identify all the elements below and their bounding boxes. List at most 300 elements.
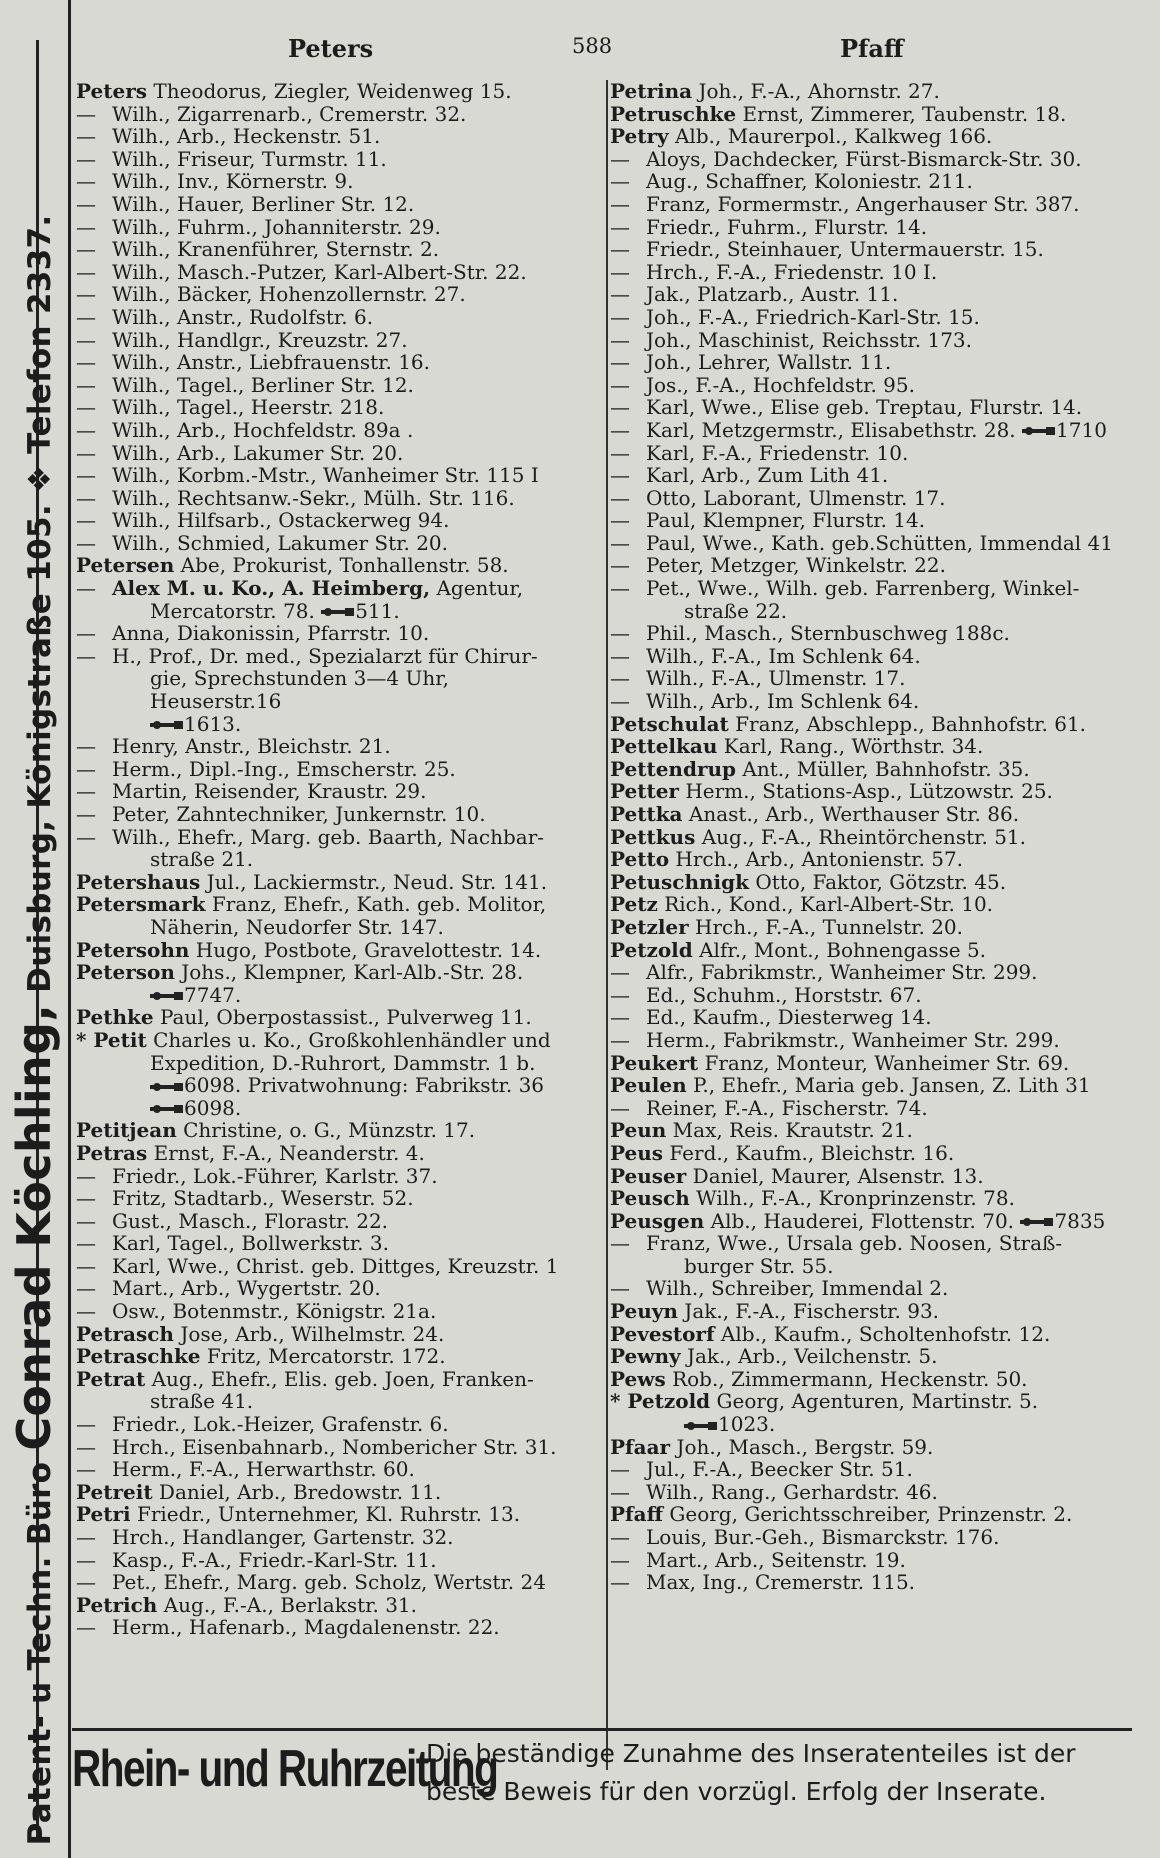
repeat-dash xyxy=(76,509,112,532)
repeat-dash xyxy=(76,283,112,306)
entry-text: Hugo, Postbote, Gravelottestr. 14. xyxy=(195,937,542,962)
page-number: 588 xyxy=(572,34,613,58)
directory-entry xyxy=(76,1594,582,1617)
entry-text: Wilh., Schreiber, Immendal 2. xyxy=(646,1276,949,1301)
directory-entry xyxy=(610,170,1130,193)
repeat-dash xyxy=(610,1481,646,1504)
entry-phone: 1710 xyxy=(1056,417,1107,442)
entry-text: Hrch., Eisenbahnarb., Nombericher Str. 31. xyxy=(112,1434,557,1459)
directory-entry xyxy=(610,577,1130,622)
telephone-icon xyxy=(321,606,355,618)
entry-text: Karl, Tagel., Bollwerkstr. 3. xyxy=(112,1231,389,1256)
directory-entry xyxy=(76,396,582,419)
repeat-dash xyxy=(610,1277,646,1300)
entry-text: Aug., F.-A., Rheintörchenstr. 51. xyxy=(701,824,1027,849)
side-banner xyxy=(0,0,71,1858)
repeat-dash xyxy=(76,464,112,487)
entry-text: Wilh., Hilfsarb., Ostackerweg 94. xyxy=(112,508,450,533)
repeat-dash xyxy=(76,826,112,849)
directory-entry xyxy=(76,238,582,261)
entry-surname: Petitjean xyxy=(76,1118,177,1143)
entry-surname: Pfaff xyxy=(610,1502,664,1527)
entry-surname: Petry xyxy=(610,124,669,149)
entry-text: Franz, Ehefr., Kath. geb. Molitor, xyxy=(211,892,547,917)
entry-text: Wilh., Arb., Lakumer Str. 20. xyxy=(112,440,404,465)
side-banner-text xyxy=(7,215,61,1846)
repeat-dash xyxy=(76,487,112,510)
directory-entry xyxy=(76,1323,582,1346)
directory-entry xyxy=(76,893,582,938)
header-right-word: Pfaff xyxy=(840,34,904,63)
directory-entry xyxy=(610,622,1130,645)
entry-text: Wilh., Rang., Gerhardstr. 46. xyxy=(646,1479,938,1504)
entry-text: Alfr., Fabrikmstr., Wanheimer Str. 299. xyxy=(646,960,1038,985)
entry-text: Karl, Wwe., Elise geb. Treptau, Flurstr. 14. xyxy=(646,395,1083,420)
directory-entry xyxy=(76,487,582,510)
entry-text: Daniel, Arb., Bredowstr. 11. xyxy=(158,1479,442,1504)
entry-text: Pet., Wwe., Wilh. geb. Farrenberg, Winkel- xyxy=(646,576,1080,601)
entry-text: Wilh., Friseur, Turmstr. 11. xyxy=(112,146,387,171)
directory-entry xyxy=(610,442,1130,465)
repeat-dash xyxy=(76,1165,112,1188)
entry-continuation-text: Expedition, D.-Ruhrort, Dammstr. 1 b. xyxy=(150,1050,536,1075)
entry-continuation xyxy=(76,848,582,871)
entry-surname: Peusch xyxy=(610,1186,690,1211)
entry-surname: Peukert xyxy=(610,1050,699,1075)
directory-entry xyxy=(76,577,582,622)
entry-text: Joh., F.-A., Ahornstr. 27. xyxy=(698,79,940,103)
entry-surname: Peus xyxy=(610,1140,664,1165)
repeat-dash xyxy=(76,1616,112,1639)
entry-text: Rob., Zimmermann, Heckenstr. 50. xyxy=(672,1366,1028,1391)
entry-text: Karl, Metzgermstr., Elisabethstr. 28. xyxy=(646,417,1016,442)
entry-surname: Peterson xyxy=(76,960,175,985)
repeat-dash xyxy=(76,193,112,216)
directory-entry xyxy=(76,871,582,894)
directory-entry xyxy=(76,283,582,306)
entry-surname: Peusgen xyxy=(610,1208,705,1233)
directory-entry xyxy=(610,238,1130,261)
entry-text: Herm., Fabrikmstr., Wanheimer Str. 299. xyxy=(646,1027,1060,1052)
directory-entry xyxy=(610,1526,1130,1549)
repeat-dash xyxy=(610,690,646,713)
directory-entry xyxy=(610,487,1130,510)
entry-text: Jul., F.-A., Beecker Str. 51. xyxy=(646,1457,913,1482)
entry-continuation-text: Mercatorstr. 78. xyxy=(150,598,315,623)
repeat-dash xyxy=(610,283,646,306)
entry-continuation xyxy=(610,1255,1130,1278)
directory-entry xyxy=(610,984,1130,1007)
directory-entry xyxy=(610,1119,1130,1142)
directory-entry xyxy=(76,103,582,126)
entry-phone: 1613. xyxy=(184,711,242,736)
entry-text: Agentur, xyxy=(436,576,524,601)
entry-phone-line xyxy=(610,1413,1130,1436)
entry-text: Alb., Hauderei, Flottenstr. 70. xyxy=(710,1208,1015,1233)
entry-text: Jak., F.-A., Fischerstr. 93. xyxy=(684,1299,940,1324)
directory-entry xyxy=(610,80,1130,103)
directory-entry xyxy=(610,1323,1130,1346)
entry-text: Wilh., Tagel., Heerstr. 218. xyxy=(112,395,385,420)
entry-text: Wilh., Bäcker, Hohenzollernstr. 27. xyxy=(112,282,466,307)
entry-surname: Peters xyxy=(76,79,147,103)
directory-entry xyxy=(76,1006,582,1029)
entry-continuation-text: gie, Sprechstunden 3—4 Uhr, Heuserstr.16 xyxy=(150,666,449,714)
directory-entry xyxy=(610,939,1130,962)
entry-text: Max, Ing., Cremerstr. 115. xyxy=(646,1570,916,1595)
directory-entry xyxy=(610,735,1130,758)
entry-text: Martin, Reisender, Kraustr. 29. xyxy=(112,779,427,804)
entry-surname: * Petzold xyxy=(610,1389,711,1414)
entry-text: Wilh., Korbm.-Mstr., Wanheimer Str. 115 I xyxy=(112,463,539,488)
entry-text: Joh., Lehrer, Wallstr. 11. xyxy=(646,350,892,375)
directory-entry xyxy=(76,261,582,284)
directory-entry xyxy=(610,961,1130,984)
directory-entry xyxy=(76,329,582,352)
entry-text: Herm., F.-A., Herwarthstr. 60. xyxy=(112,1457,415,1482)
repeat-dash xyxy=(610,1232,646,1255)
entry-text: Wilh., Masch.-Putzer, Karl-Albert-Str. 22. xyxy=(112,259,527,284)
directory-entry xyxy=(610,893,1130,916)
directory-entry xyxy=(76,1165,582,1188)
entry-text: Paul, Wwe., Kath. geb.Schütten, Immendal 41 xyxy=(646,530,1114,555)
directory-entry xyxy=(76,1503,582,1526)
repeat-dash xyxy=(76,442,112,465)
entry-surname: Petzler xyxy=(610,914,689,939)
entry-text: Wilh., F.-A., Im Schlenk 64. xyxy=(646,643,921,668)
repeat-dash xyxy=(610,1458,646,1481)
entry-phone-line xyxy=(76,1074,582,1097)
entry-text: Alb., Maurerpol., Kalkweg 166. xyxy=(674,124,993,149)
entry-text: Hrch., Handlanger, Gartenstr. 32. xyxy=(112,1525,454,1549)
entry-surname: Pfaar xyxy=(610,1434,671,1459)
entry-text: Peter, Metzger, Winkelstr. 22. xyxy=(646,553,946,578)
repeat-dash xyxy=(76,261,112,284)
repeat-dash xyxy=(610,1571,646,1594)
repeat-dash xyxy=(610,509,646,532)
entry-text: Karl, F.-A., Friedenstr. 10. xyxy=(646,440,909,465)
repeat-dash xyxy=(76,170,112,193)
directory-entry xyxy=(610,826,1130,849)
entry-phone-line xyxy=(76,1097,582,1120)
entry-text: Anast., Arb., Werthauser Str. 86. xyxy=(688,802,1020,826)
repeat-dash xyxy=(76,1549,112,1572)
ad-line-2: beste Beweis für den vorzügl. Erfolg der Inserate. xyxy=(426,1777,1047,1806)
directory-entry xyxy=(610,645,1130,668)
repeat-dash xyxy=(610,170,646,193)
directory-entry xyxy=(76,442,582,465)
directory-entry xyxy=(610,1436,1130,1459)
entry-surname: Pettendrup xyxy=(610,756,737,781)
entry-continuation xyxy=(76,916,582,939)
repeat-dash xyxy=(76,374,112,397)
entry-text: Hrch., F.-A., Friedenstr. 10 I. xyxy=(646,259,938,284)
directory-entry xyxy=(76,1616,582,1639)
directory-entry xyxy=(76,1255,582,1278)
directory-entry xyxy=(76,351,582,374)
directory-entry xyxy=(76,1368,582,1413)
repeat-dash xyxy=(76,103,112,126)
entry-surname: Petersen xyxy=(76,553,175,578)
directory-entry xyxy=(76,1119,582,1142)
repeat-dash xyxy=(76,1210,112,1233)
directory-entry xyxy=(610,532,1130,555)
entry-surname: Peulen xyxy=(610,1073,687,1098)
entry-text: Theodorus, Ziegler, Weidenweg 15. xyxy=(153,79,512,103)
repeat-dash xyxy=(610,1006,646,1029)
entry-text: Joh., Masch., Bergstr. 59. xyxy=(676,1434,934,1459)
entry-text: Friedr., Lok.-Führer, Karlstr. 37. xyxy=(112,1163,438,1188)
repeat-dash xyxy=(76,735,112,758)
repeat-dash xyxy=(76,238,112,261)
directory-entry xyxy=(610,464,1130,487)
ad-title: Rhein- und Ruhrzeitung xyxy=(72,1740,498,1798)
entry-surname: Pews xyxy=(610,1366,666,1391)
entry-text: Fritz, Stadtarb., Weserstr. 52. xyxy=(112,1186,414,1211)
repeat-dash xyxy=(610,238,646,261)
entry-surname: Pettka xyxy=(610,802,683,826)
entry-phone: 1023. xyxy=(718,1412,776,1437)
entry-text: Ed., Kaufm., Diesterweg 14. xyxy=(646,1005,932,1030)
entry-text: Wilh., Rechtsanw.-Sekr., Mülh. Str. 116. xyxy=(112,485,515,510)
directory-entry xyxy=(76,464,582,487)
entry-firm: Alex M. u. Ko., A. Heimberg, xyxy=(112,576,431,601)
telephone-icon xyxy=(150,1103,184,1115)
entry-text: Mart., Arb., Seitenstr. 19. xyxy=(646,1547,906,1572)
repeat-dash xyxy=(610,351,646,374)
header-left-word: Peters xyxy=(288,34,374,63)
entry-text: Herm., Hafenarb., Magdalenenstr. 22. xyxy=(112,1615,500,1640)
entry-text: Ernst, F.-A., Neanderstr. 4. xyxy=(153,1140,425,1165)
directory-entry xyxy=(76,1526,582,1549)
repeat-dash xyxy=(610,577,646,600)
entry-surname: Petzold xyxy=(610,937,693,962)
directory-entry xyxy=(76,419,582,442)
directory-entry xyxy=(610,1029,1130,1052)
entry-text: Wilh., Kranenführer, Sternstr. 2. xyxy=(112,237,440,262)
entry-text: Friedr., Lok.-Heizer, Grafenstr. 6. xyxy=(112,1412,449,1437)
entry-text: Kasp., F.-A., Friedr.-Karl-Str. 11. xyxy=(112,1547,437,1572)
entry-text: Jose, Arb., Wilhelmstr. 24. xyxy=(180,1321,445,1346)
repeat-dash xyxy=(610,193,646,216)
entry-text: Friedr., Fuhrm., Flurstr. 14. xyxy=(646,214,928,239)
repeat-dash xyxy=(76,125,112,148)
entry-text: Wilh., F.-A., Ulmenstr. 17. xyxy=(646,666,906,691)
repeat-dash xyxy=(76,758,112,781)
entry-text: Herm., Stations-Asp., Lützowstr. 25. xyxy=(685,779,1053,804)
entry-text: Wilh., F.-A., Kronprinzenstr. 78. xyxy=(696,1186,1015,1211)
repeat-dash xyxy=(610,148,646,171)
entry-text: Georg, Gerichtsschreiber, Prinzenstr. 2. xyxy=(669,1502,1073,1527)
entry-text: Friedr., Steinhauer, Untermauerstr. 15. xyxy=(646,237,1044,262)
repeat-dash xyxy=(76,622,112,645)
entry-surname: Petrat xyxy=(76,1366,146,1391)
entry-text: Christine, o. G., Münzstr. 17. xyxy=(183,1118,476,1143)
entry-text: Paul, Oberpostassist., Pulverweg 11. xyxy=(159,1005,532,1030)
entry-text: Wilh., Inv., Körnerstr. 9. xyxy=(112,169,354,194)
entry-surname: Peuser xyxy=(610,1163,687,1188)
repeat-dash xyxy=(610,442,646,465)
entry-text: Alfr., Mont., Bohnengasse 5. xyxy=(699,937,987,962)
directory-entry xyxy=(76,1481,582,1504)
directory-entry xyxy=(610,713,1130,736)
repeat-dash xyxy=(610,464,646,487)
directory-entry xyxy=(610,916,1130,939)
entry-text: Wilh., Arb., Hochfeldstr. 89a . xyxy=(112,417,414,442)
entry-surname: Pevestorf xyxy=(610,1321,715,1346)
entry-text: Franz, Formermstr., Angerhauser Str. 387. xyxy=(646,191,1080,216)
directory-entry xyxy=(610,1210,1130,1233)
entry-text: Ferd., Kaufm., Bleichstr. 16. xyxy=(669,1140,955,1165)
repeat-dash xyxy=(76,1526,112,1549)
entry-surname: Petri xyxy=(76,1502,131,1527)
repeat-dash xyxy=(610,1029,646,1052)
repeat-dash xyxy=(76,419,112,442)
telephone-icon xyxy=(150,1081,184,1093)
directory-entry xyxy=(610,803,1130,826)
directory-entry xyxy=(76,1210,582,1233)
entry-text: Daniel, Maurer, Alsenstr. 13. xyxy=(692,1163,984,1188)
entry-text: Franz, Wwe., Ursala geb. Noosen, Straß- xyxy=(646,1231,1063,1256)
directory-entry xyxy=(76,645,582,735)
entry-text: Wilh., Ehefr., Marg. geb. Baarth, Nachbar- xyxy=(112,824,545,849)
telephone-icon xyxy=(150,990,184,1002)
directory-entry xyxy=(76,758,582,781)
entry-text: Hrch., Arb., Antonienstr. 57. xyxy=(675,847,964,872)
repeat-dash xyxy=(76,1458,112,1481)
directory-entry xyxy=(610,780,1130,803)
entry-phone: 6098. Privatwohnung: Fabrikstr. 36 xyxy=(184,1073,545,1098)
directory-entry xyxy=(610,871,1130,894)
repeat-dash xyxy=(610,645,646,668)
entry-surname: Pettelkau xyxy=(610,734,718,759)
directory-entry xyxy=(610,554,1130,577)
directory-entry xyxy=(76,1300,582,1323)
entry-text: Karl, Wwe., Christ. geb. Dittges, Kreuzstr. 1 xyxy=(112,1253,559,1278)
entry-text: Anna, Diakonissin, Pfarrstr. 10. xyxy=(112,621,430,646)
repeat-dash xyxy=(610,554,646,577)
entry-text: Aug., Ehefr., Elis. geb. Joen, Franken- xyxy=(151,1366,534,1391)
entry-surname: Petto xyxy=(610,847,670,872)
entry-text: Ernst, Zimmerer, Taubenstr. 18. xyxy=(742,101,1067,126)
entry-text: Mart., Arb., Wygertstr. 20. xyxy=(112,1276,381,1301)
entry-text: Herm., Dipl.-Ing., Emscherstr. 25. xyxy=(112,756,456,781)
entry-phone: 7747. xyxy=(184,982,242,1007)
entry-text: Aug., Schaffner, Koloniestr. 211. xyxy=(646,169,973,194)
entry-continuation-text: burger Str. 55. xyxy=(684,1253,834,1278)
entry-surname: Petruschke xyxy=(610,101,737,126)
directory-entry xyxy=(76,826,582,871)
repeat-dash xyxy=(76,532,112,555)
entry-phone: 7835 xyxy=(1054,1208,1106,1233)
repeat-dash xyxy=(76,1255,112,1278)
directory-entry xyxy=(610,419,1130,442)
repeat-dash xyxy=(610,961,646,984)
entry-text: Georg, Agenturen, Martinstr. 5. xyxy=(716,1389,1039,1414)
repeat-dash xyxy=(610,216,646,239)
directory-entry xyxy=(610,690,1130,713)
telephone-icon xyxy=(150,719,184,731)
directory-entry xyxy=(76,1413,582,1436)
directory-entry xyxy=(610,193,1130,216)
directory-entry xyxy=(76,509,582,532)
entry-text: Abe, Prokurist, Tonhallenstr. 58. xyxy=(180,553,509,578)
entry-text: Gust., Masch., Florastr. 22. xyxy=(112,1208,389,1233)
repeat-dash xyxy=(76,148,112,171)
entry-surname: Petuschnigk xyxy=(610,869,749,894)
entry-text: Pet., Ehefr., Marg. geb. Scholz, Wertstr. 24 xyxy=(112,1570,546,1595)
entry-text: Johs., Klempner, Karl-Alb.-Str. 28. xyxy=(181,960,524,985)
page-header xyxy=(72,34,1132,74)
entry-text: Aloys, Dachdecker, Fürst-Bismarck-Str. 30. xyxy=(646,146,1082,171)
repeat-dash xyxy=(610,261,646,284)
directory-entry xyxy=(610,1165,1130,1188)
entry-text: Wilh., Hauer, Berliner Str. 12. xyxy=(112,191,415,216)
directory-entry xyxy=(76,374,582,397)
entry-text: Friedr., Unternehmer, Kl. Ruhrstr. 13. xyxy=(136,1502,521,1527)
repeat-dash xyxy=(76,1300,112,1323)
directory-entry xyxy=(610,1481,1130,1504)
entry-text: Wilh., Tagel., Berliner Str. 12. xyxy=(112,372,414,397)
entry-text: Franz, Abschlepp., Bahnhofstr. 61. xyxy=(735,711,1087,736)
directory-entry xyxy=(610,1390,1130,1435)
entry-phone-line xyxy=(76,713,582,736)
entry-text: Fritz, Mercatorstr. 172. xyxy=(206,1344,446,1369)
directory-entry xyxy=(76,961,582,1006)
directory-entry xyxy=(610,758,1130,781)
entry-text: Wilh., Fuhrm., Johanniterstr. 29. xyxy=(112,214,441,239)
directory-entry xyxy=(610,1187,1130,1210)
repeat-dash xyxy=(76,396,112,419)
repeat-dash xyxy=(76,329,112,352)
entry-text: Wilh., Zigarrenarb., Cremerstr. 32. xyxy=(112,101,467,126)
entry-text: Reiner, F.-A., Fischerstr. 74. xyxy=(646,1095,928,1120)
entry-text: Karl, Rang., Wörthstr. 34. xyxy=(723,734,984,759)
directory-entry xyxy=(610,1052,1130,1075)
directory-entry xyxy=(610,306,1130,329)
entry-surname: * Petit xyxy=(76,1027,147,1052)
directory-entry xyxy=(76,1549,582,1572)
directory-entry xyxy=(610,1571,1130,1594)
directory-entry xyxy=(76,1232,582,1255)
entry-continuation xyxy=(76,1052,582,1075)
entry-text: Jul., Lackiermstr., Neud. Str. 141. xyxy=(206,869,548,894)
directory-entry xyxy=(610,1549,1130,1572)
directory-entry xyxy=(610,103,1130,126)
entry-continuation-text: Näherin, Neudorfer Str. 147. xyxy=(150,914,444,939)
directory-entry xyxy=(76,622,582,645)
directory-entry xyxy=(610,1300,1130,1323)
entry-phone-line xyxy=(76,984,582,1007)
directory-entry xyxy=(76,803,582,826)
repeat-dash xyxy=(610,374,646,397)
directory-entry xyxy=(76,532,582,555)
repeat-dash xyxy=(76,1277,112,1300)
directory-entry xyxy=(610,1232,1130,1277)
directory-entry xyxy=(76,1571,582,1594)
entry-phone: 511. xyxy=(355,598,400,623)
entry-text: Ed., Schuhm., Horststr. 67. xyxy=(646,982,922,1007)
entry-text: Henry, Anstr., Bleichstr. 21. xyxy=(112,734,391,759)
left-column xyxy=(76,80,582,1639)
telephone-icon xyxy=(1020,1216,1054,1228)
directory-entry xyxy=(76,1345,582,1368)
directory-entry xyxy=(76,1436,582,1459)
entry-surname: Petschulat xyxy=(610,711,729,736)
directory-entry xyxy=(610,1006,1130,1029)
directory-entry xyxy=(610,148,1130,171)
entry-text: Wilh., Schmied, Lakumer Str. 20. xyxy=(112,530,448,555)
